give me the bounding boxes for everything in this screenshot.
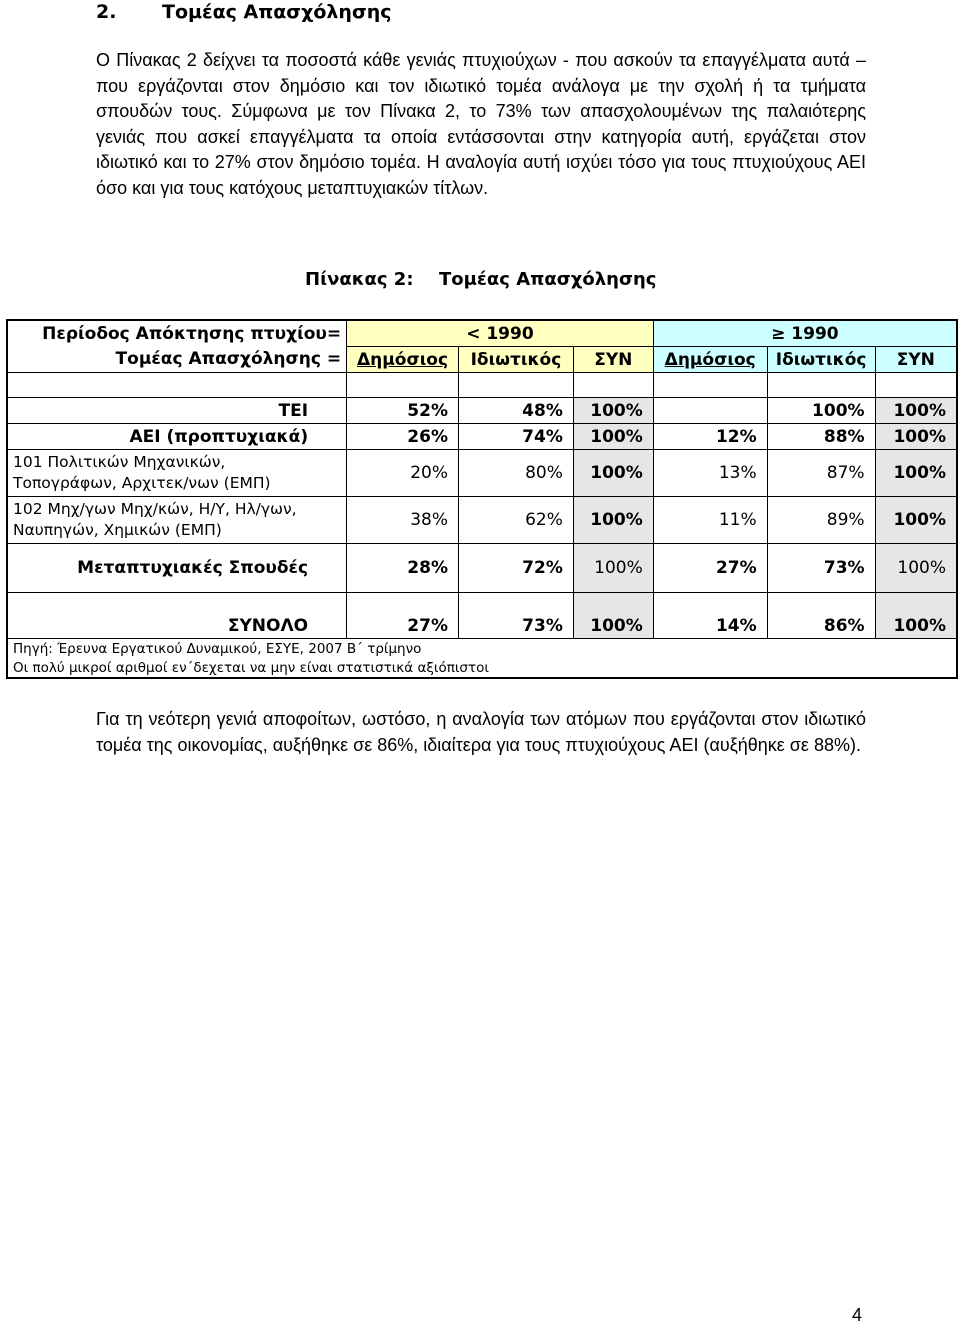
row-label-tei: ΤΕΙ	[278, 400, 309, 421]
cell-value: 27%	[653, 544, 767, 593]
cell-value: 73%	[767, 544, 875, 593]
table-row	[7, 450, 957, 497]
cell-value: 100%	[875, 450, 957, 497]
cell-value: 100%	[573, 424, 653, 450]
table-row	[7, 544, 957, 593]
row-label-total: ΣΥΝΟΛΟ	[227, 615, 309, 636]
cell-value: 100%	[573, 497, 653, 544]
table-caption-label: Πίνακας 2:	[305, 269, 414, 290]
row-label-aei: ΑΕΙ (προπτυχιακά)	[7, 424, 347, 450]
page-number: 4	[852, 1305, 863, 1325]
cell-value: 100%	[875, 424, 957, 450]
cell-value: 100%	[573, 450, 653, 497]
cell-value: 52%	[347, 398, 459, 424]
cell-value	[653, 398, 767, 424]
cell-value: 48%	[459, 398, 574, 424]
cell-value: 11%	[653, 497, 767, 544]
cell-value: 100%	[573, 544, 653, 593]
col-public-after: Δημόσιος	[653, 347, 767, 373]
section-heading	[96, 0, 392, 24]
table-header-period-row	[7, 320, 957, 347]
section-title: Τομέας Απασχόλησης	[162, 1, 392, 23]
employment-sector-table	[6, 319, 958, 679]
col-public-before: Δημόσιος	[347, 347, 459, 373]
period-before-1990-header: < 1990	[347, 320, 654, 347]
cell-value: 20%	[347, 450, 459, 497]
spacer-row	[7, 593, 957, 614]
cell-value: 74%	[459, 424, 574, 450]
cell-value: 89%	[767, 497, 875, 544]
cell-value: 100%	[573, 613, 653, 639]
table-header-sector-row	[7, 347, 957, 373]
cell-value: 87%	[767, 450, 875, 497]
cell-value: 86%	[767, 613, 875, 639]
table-source-row	[7, 639, 957, 659]
col-total-after: ΣΥΝ	[875, 347, 957, 373]
cell-value: 100%	[573, 398, 653, 424]
cell-value: 12%	[653, 424, 767, 450]
cell-value: 13%	[653, 450, 767, 497]
period-label: Περίοδος Απόκτησης πτυχίου=	[42, 323, 342, 344]
period-after-1990-header: ≥ 1990	[653, 320, 957, 347]
spacer-row	[7, 373, 957, 398]
section-number: 2.	[96, 1, 117, 23]
cell-value: 88%	[767, 424, 875, 450]
sector-label: Τομέας Απασχόλησης =	[115, 349, 342, 370]
table-row	[7, 398, 957, 424]
conclusion-paragraph: Για τη νεότερη γενιά αποφοίτων, ωστόσο, η αναλογία των ατόμων που εργάζονται στον ιδιωτικό τομέα της οικονομίας, αυξήθηκε σε 86%, ιδιαίτερα για τους πτυχιούχους ΑΕΙ (αυξήθηκε σε 88%).	[96, 709, 866, 755]
row-label-line: Τοπογράφων, Αρχιτεκ/νων (ΕΜΠ)	[13, 474, 271, 492]
cell-value: 26%	[347, 424, 459, 450]
cell-value: 72%	[459, 544, 574, 593]
table-source: Πηγή: Έρευνα Εργατικού Δυναμικού, ΕΣΥΕ, 2007 Β΄ τρίμηνο	[7, 639, 957, 659]
table-row-total	[7, 613, 957, 639]
table-caption	[305, 269, 656, 290]
intro-paragraph: Ο Πίνακας 2 δείχνει τα ποσοστά κάθε γενιάς πτυχιούχων - που ασκούν τα επαγγέλματα αυτά – που εργάζονται στον δημόσιο και τον ιδιωτικό τομέα ανάλογα με την σχολή ή τα τμήματα σπουδών τους. Σύμφωνα με τον Πίνακα 2, το 73% των απασχολουμένων της παλαιότερης γενιάς που ασκεί επαγγέλματα τα οποία εντάσσονται στην κατηγορία αυτή, εργάζεται στον ιδιωτικό και το 27% στον δημόσιο τομέα. Η αναλογία αυτή ισχύει τόσο για τους πτυχιούχους ΑΕΙ όσο και για τους κατόχους μεταπτυχιακών τίτλων.	[96, 50, 866, 198]
col-private-after: Ιδιωτικός	[767, 347, 875, 373]
table-note: Οι πολύ μικροί αριθμοί εν΄δεχεται να μην είναι στατιστικά αξιόπιστοι	[13, 659, 489, 676]
cell-value: 100%	[875, 613, 957, 639]
row-label-101	[7, 450, 347, 497]
cell-value: 38%	[347, 497, 459, 544]
table-row	[7, 424, 957, 450]
cell-value: 73%	[459, 613, 574, 639]
row-label-line: 102 Μηχ/γων Μηχ/κών, Η/Υ, Ηλ/γων,	[13, 500, 297, 518]
cell-value: 62%	[459, 497, 574, 544]
cell-value: 100%	[875, 398, 957, 424]
cell-value: 28%	[347, 544, 459, 593]
row-label-line: 101 Πολιτικών Μηχανικών,	[13, 453, 226, 471]
row-label-102	[7, 497, 347, 544]
col-total-before: ΣΥΝ	[573, 347, 653, 373]
cell-value: 80%	[459, 450, 574, 497]
table-row	[7, 497, 957, 544]
cell-value: 100%	[875, 497, 957, 544]
row-label-postgrad: Μεταπτυχιακές Σπουδές	[7, 544, 347, 593]
cell-value: 100%	[767, 398, 875, 424]
cell-value: 27%	[347, 613, 459, 639]
table-caption-title: Τομέας Απασχόλησης	[439, 269, 657, 290]
cell-value: 100%	[875, 544, 957, 593]
cell-value: 14%	[653, 613, 767, 639]
col-private-before: Ιδιωτικός	[459, 347, 574, 373]
row-label-line: Ναυπηγών, Χημικών (ΕΜΠ)	[13, 521, 222, 539]
table-note-row	[7, 658, 957, 678]
